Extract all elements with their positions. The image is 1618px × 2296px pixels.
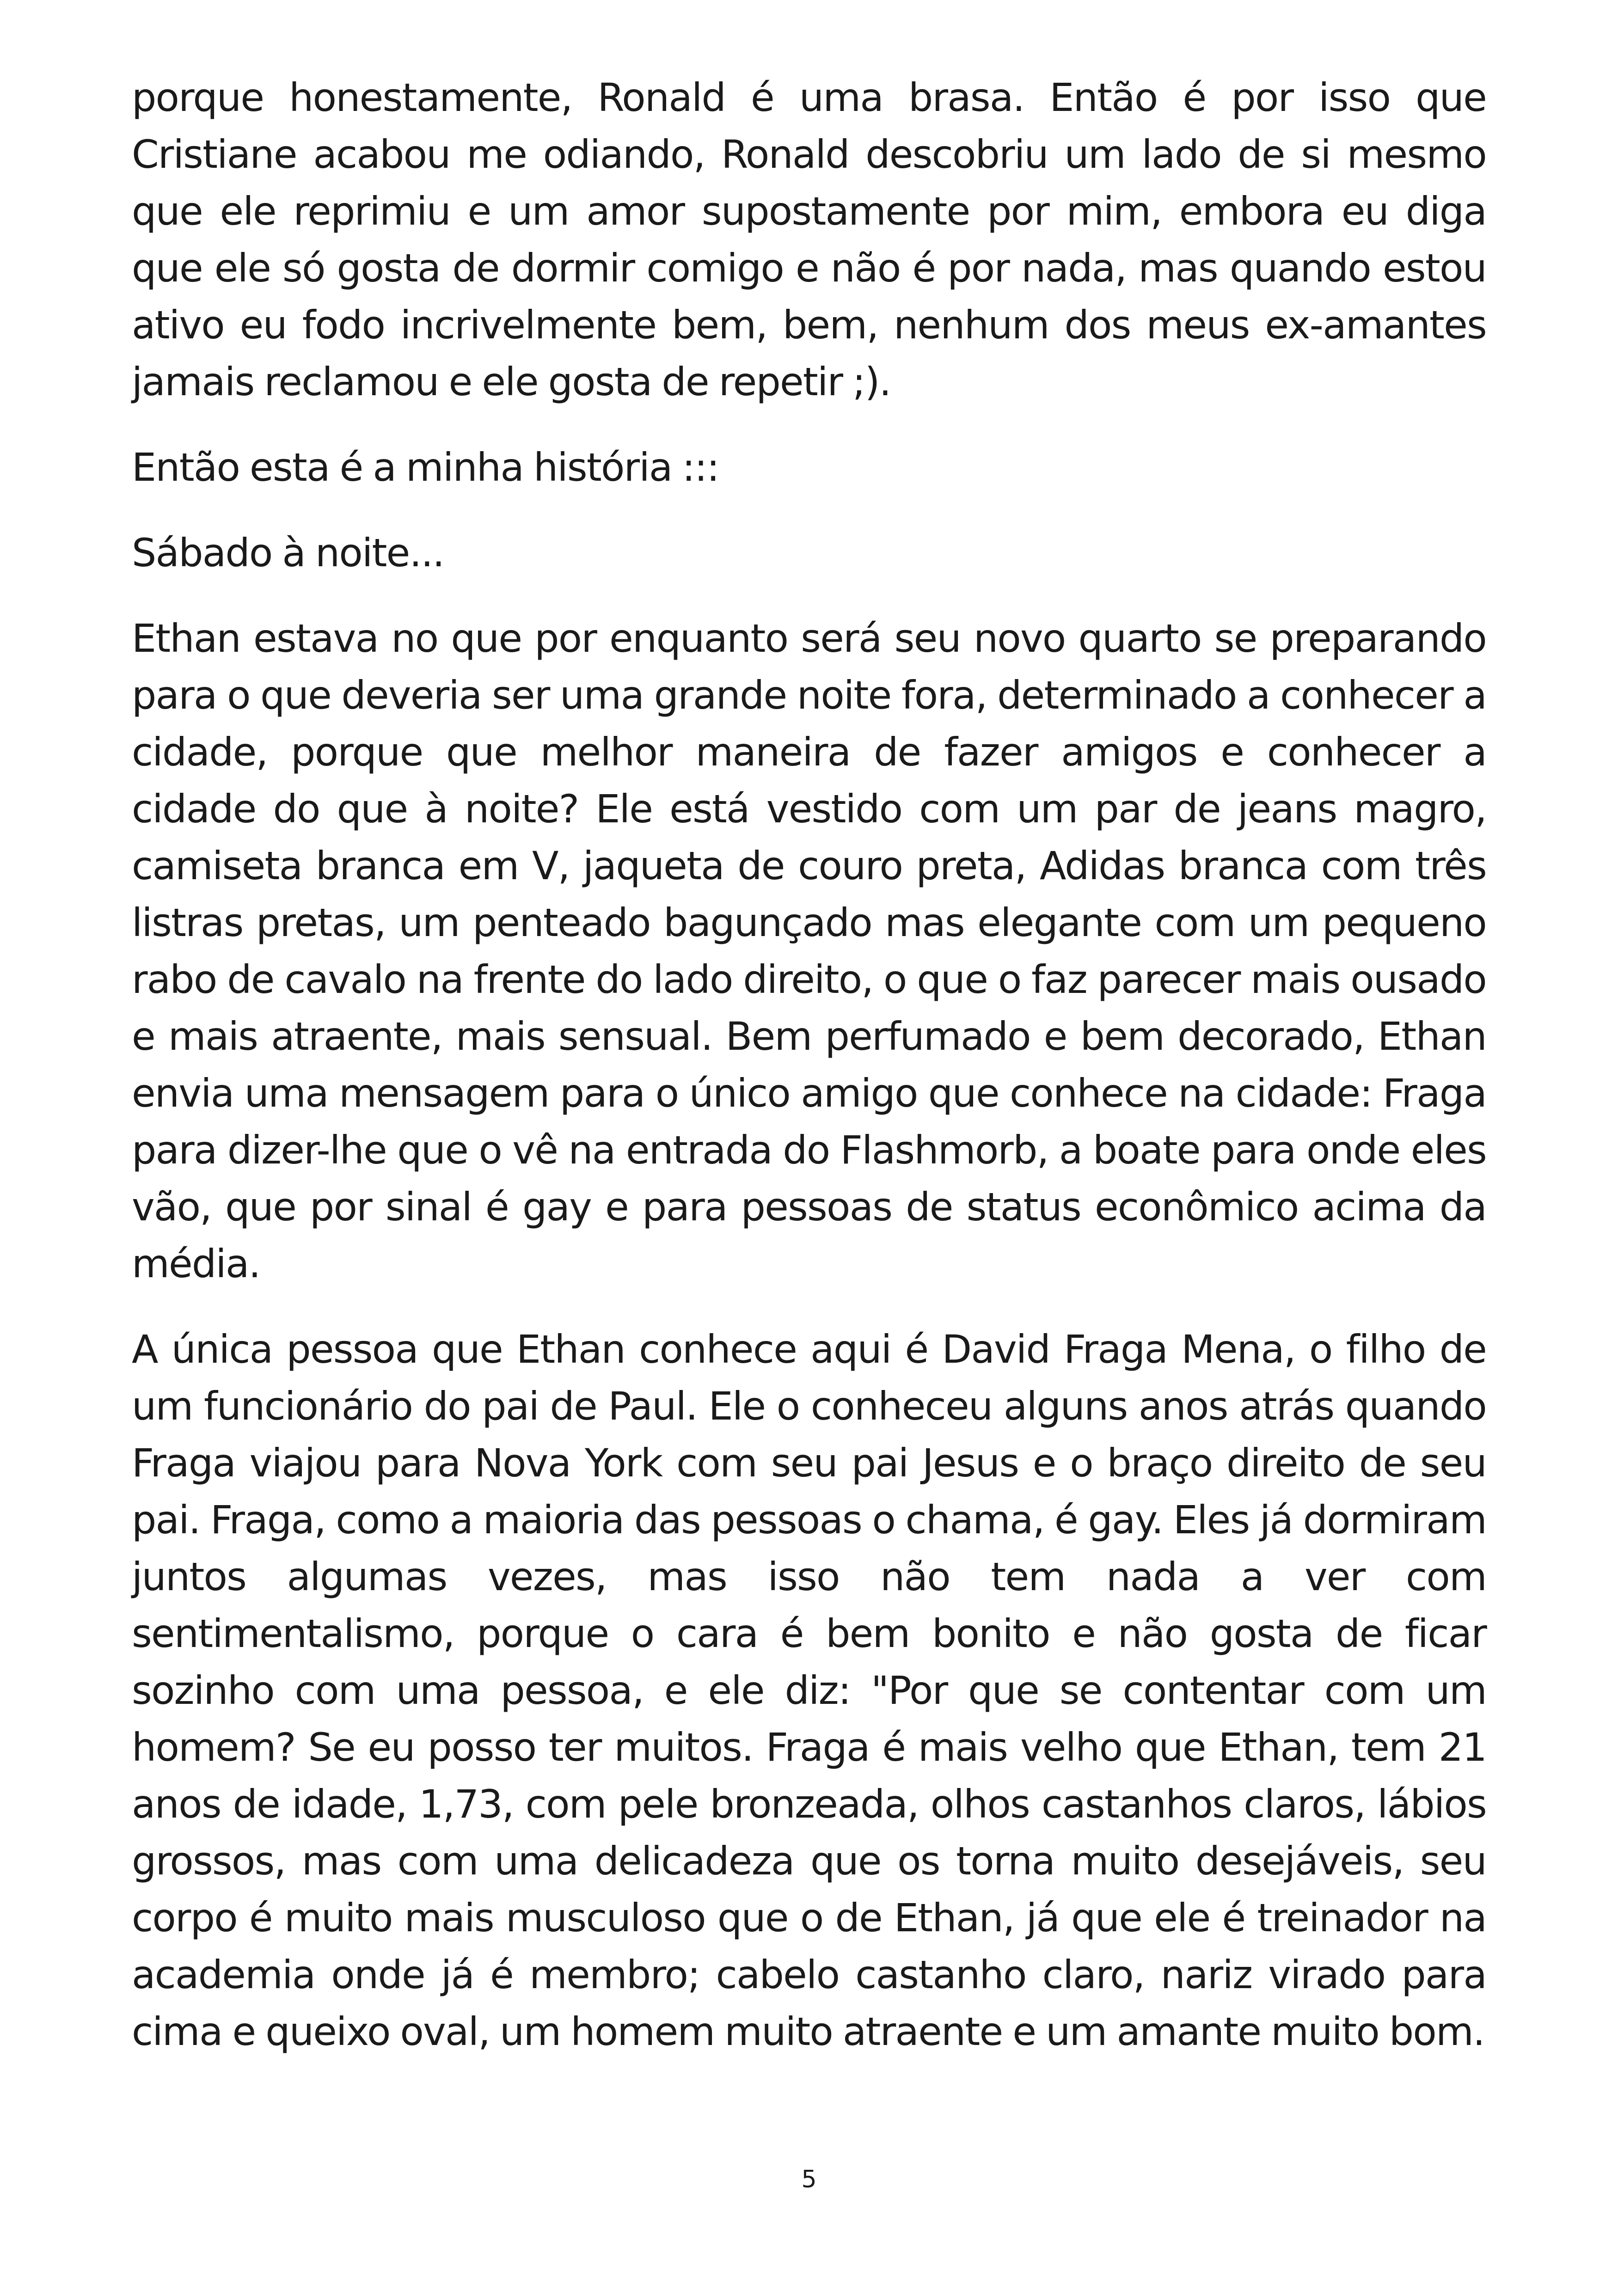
paragraph-ethan: Ethan estava no que por enquanto será seu novo quarto se preparando para o que deveria ser uma grande noite fora, determinado a conhecer a cidade, porque que melhor maneira de fazer amigos e conhecer a cidade do que à noite? Ele está vestido com um par de jeans magro, camiseta branca em V, jaqueta de couro preta, Adidas branca com três listras pretas, um penteado bagunçado mas elegante com um pequeno rabo de cavalo na frente do lado direito, o que o faz parecer mais ousado e mais atraente, mais sensual. Bem perfumado e bem decorado, Ethan envia uma mensagem para o único amigo que conhece na cidade: Fraga para dizer-lhe que o vê na entrada do Flashmorb, a boate para onde eles vão, que por sinal é gay e para pessoas de status econômico acima da média. — [132, 616, 1486, 1286]
paragraph-sabado: Sábado à noite... — [132, 530, 444, 576]
paragraph-ronald: porque honestamente, Ronald é uma brasa. Então é por isso que Cristiane acabou me odiando, Ronald descobriu um lado de si mesmo que ele reprimiu e um amor supostamente por mim, embora eu diga que ele só gosta de dormir comigo e não é por nada, mas quando estou ativo eu fodo incrivelmente bem, bem, nenhum dos meus ex-amantes jamais reclamou e ele gosta de repetir ;). — [132, 75, 1486, 404]
paragraph-historia: Então esta é a minha história ::: — [132, 445, 719, 490]
page-number: 5 — [801, 2166, 817, 2193]
paragraph-fraga: A única pessoa que Ethan conhece aqui é David Fraga Mena, o filho de um funcionário do pai de Paul. Ele o conheceu alguns anos atrás quando Fraga viajou para Nova York com seu pai Jesus e o braço direito de seu pai. Fraga, como a maioria das pessoas o chama, é gay. Eles já dormiram juntos algumas vezes, mas isso não tem nada a ver com sentimentalismo, porque o cara é bem bonito e não gosta de ficar sozinho com uma pessoa, e ele diz: "Por que se contentar com um homem? Se eu posso ter muitos. Fraga é mais velho que Ethan, tem 21 anos de idade, 1,73, com pele bronzeada, olhos castanhos claros, lábios grossos, mas com uma delicadeza que os torna muito desejáveis, seu corpo é muito mais musculoso que o de Ethan, já que ele é treinador na academia onde já é membro; cabelo castanho claro, nariz virado para cima e queixo oval, um homem muito atraente e um amante muito bom. — [132, 1327, 1486, 2054]
body-text — [132, 69, 1486, 2089]
